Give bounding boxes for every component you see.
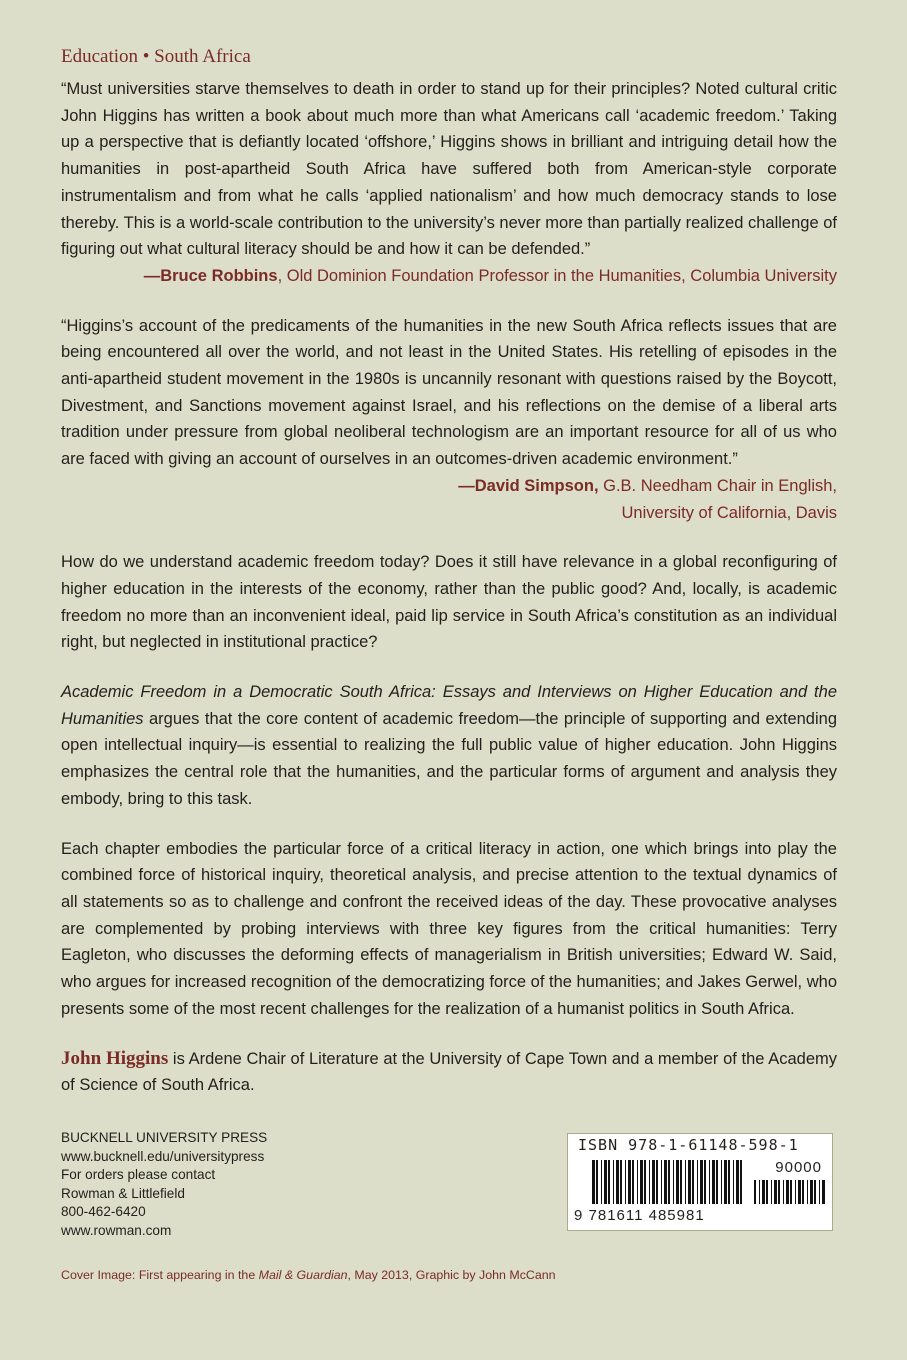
barcode-bar bbox=[728, 1160, 730, 1204]
publisher-name: BUCKNELL UNIVERSITY PRESS bbox=[61, 1129, 268, 1145]
barcode-bar bbox=[640, 1160, 643, 1204]
barcode-bar bbox=[596, 1160, 598, 1204]
blurb-robbins bbox=[61, 76, 837, 290]
barcode-bar bbox=[688, 1160, 691, 1204]
barcode-bar bbox=[592, 1160, 595, 1204]
category-label: Education • South Africa bbox=[61, 46, 251, 67]
barcode-bar bbox=[733, 1160, 734, 1204]
barcode-bar bbox=[712, 1160, 715, 1204]
barcode-bar bbox=[709, 1160, 710, 1204]
barcode-bar bbox=[716, 1160, 718, 1204]
barcode-bar bbox=[668, 1160, 670, 1204]
barcode-bar bbox=[601, 1160, 602, 1204]
description-paragraph-3: Each chapter embodies the particular force of a critical literacy in action, one which brings into play the combined force of historical inquiry, theoretical analysis, and precise attention to the textual dynamics of all statements so as to challenge and confront the received ideas of the day. These provocative analyses are complemented by probing interviews with three key figures from the critical humanities: Terry Eagleton, who discusses the deforming effects of managerialism in British universities; Edward W. Said, who argues for increased recognition of the democratizing force of the humanities; and Jakes Gerwel, who presents some of the most recent challenges for the realization of a humanist politics in South Africa. bbox=[61, 839, 837, 1018]
barcode-bar bbox=[608, 1160, 610, 1204]
paragraph-text: argues that the core content of academic freedom—the principle of supporting and extending open intellectual inquiry—is essential to realizing the full public value of higher education. John Higgins emphasizes the central role that the humanities, and the particular forms of argument and analysis they embody, bring to this task. bbox=[61, 709, 837, 808]
barcode-bar bbox=[786, 1180, 789, 1204]
quote-affiliation: G.B. Needham Chair in English, bbox=[598, 476, 837, 495]
quote-attribution bbox=[61, 473, 837, 526]
barcode-bar bbox=[798, 1180, 801, 1204]
barcode-bar bbox=[724, 1160, 727, 1204]
quote-author: —Bruce Robbins bbox=[143, 266, 278, 285]
barcode-bar bbox=[795, 1180, 796, 1204]
distributor-name: Rowman & Littlefield bbox=[61, 1185, 185, 1201]
orders-label: For orders please contact bbox=[61, 1167, 216, 1183]
barcode-bar bbox=[807, 1180, 808, 1204]
barcode-bar bbox=[822, 1180, 825, 1204]
barcode-bar bbox=[692, 1160, 694, 1204]
book-title: Academic Freedom in a Democratic South Africa: Essays and Interviews on Higher Education and the Humanities bbox=[61, 683, 837, 728]
barcode-bar bbox=[628, 1160, 631, 1204]
price-barcode-bars-icon bbox=[754, 1180, 826, 1204]
description-paragraph-2 bbox=[61, 679, 837, 813]
barcode-bar bbox=[685, 1160, 686, 1204]
barcode-bar bbox=[676, 1160, 679, 1204]
barcode-bar bbox=[673, 1160, 674, 1204]
barcode-bar bbox=[766, 1180, 768, 1204]
publisher-and-barcode bbox=[61, 1129, 837, 1241]
barcode-bar bbox=[814, 1180, 816, 1204]
publisher-url: www.bucknell.edu/universitypress bbox=[61, 1148, 265, 1164]
price-code: 90000 bbox=[775, 1158, 822, 1176]
barcode-bar bbox=[664, 1160, 667, 1204]
barcode-bar bbox=[616, 1160, 619, 1204]
barcode-bar bbox=[604, 1160, 607, 1204]
barcode-bar bbox=[810, 1180, 813, 1204]
barcode-bar bbox=[762, 1180, 765, 1204]
quote-affiliation-line2: University of California, Davis bbox=[621, 503, 837, 522]
barcode-bar bbox=[625, 1160, 626, 1204]
barcode-bar bbox=[778, 1180, 780, 1204]
isbn-number: ISBN 978-1-61148-598-1 bbox=[578, 1135, 799, 1154]
bio-text: is Ardene Chair of Literature at the University of Cape Town and a member of the Academy of Science of South Africa. bbox=[61, 1049, 837, 1095]
quote-author: —David Simpson, bbox=[458, 476, 599, 495]
barcode-bar bbox=[802, 1180, 804, 1204]
quote-text: “Must universities starve themselves to death in order to stand up for their principles? Noted cultural critic John Higgins has written a book about much more than what Americans call ‘academic freedom.’ Taking up a perspective that is defiantly located ‘offshore,’ Higgins shows in brilliant and intriguing detail how the humanities in post-apartheid South Africa have suffered both from American-style corporate instrumentalism and from what he calls ‘applied nationalism’ and how much democracy stands to lose thereby. This is a world-scale contribution to the university’s never more than partially realized challenge of figuring out what cultural literacy should be and how it can be defended.” bbox=[61, 80, 837, 259]
barcode-bar bbox=[771, 1180, 772, 1204]
barcode-bar bbox=[819, 1180, 820, 1204]
credit-publication: Mail & Guardian bbox=[258, 1268, 348, 1283]
barcode-bar bbox=[649, 1160, 650, 1204]
barcode-bar bbox=[774, 1180, 777, 1204]
publisher-info bbox=[61, 1129, 267, 1241]
description-paragraph-1: How do we understand academic freedom today? Does it still have relevance in a global reconfiguring of higher education in the interests of the economy, rather than the public good? And, locally, is academic freedom no more than an inconvenient ideal, paid lip service in South Africa’s constitution as an individual right, but neglected in institutional practice? bbox=[61, 553, 837, 652]
barcode-bar bbox=[790, 1180, 792, 1204]
barcode-bar bbox=[721, 1160, 722, 1204]
barcode-bar bbox=[783, 1180, 784, 1204]
barcode-bar bbox=[637, 1160, 638, 1204]
barcode-bar bbox=[740, 1160, 742, 1204]
barcode-bar bbox=[700, 1160, 703, 1204]
author-name: John Higgins bbox=[61, 1047, 169, 1069]
barcode-bar bbox=[759, 1180, 760, 1204]
barcode-bar bbox=[754, 1180, 756, 1204]
barcode-bar bbox=[680, 1160, 682, 1204]
credit-suffix: , May 2013, Graphic by John McCann bbox=[347, 1268, 556, 1283]
quote-text: “Higgins’s account of the predicaments of the humanities in the new South Africa reflects issues that are being encountered all over the world, and not least in the United States. His retelling of episodes in the anti-apartheid student movement in the 1980s is uncannily resonant with questions raised by the Boycott, Divestment, and Sanctions movement against Israel, and his reflections on the demise of a liberal arts tradition under pressure from global neoliberal technologism are an important resource for all of us who are faced with giving an account of ourselves in an outcomes-driven academic environment.” bbox=[61, 316, 837, 469]
barcode-bar bbox=[704, 1160, 706, 1204]
author-bio bbox=[61, 1046, 837, 1099]
isbn-barcode bbox=[567, 1133, 833, 1231]
barcode-bar bbox=[644, 1160, 646, 1204]
barcode-bar bbox=[736, 1160, 739, 1204]
quote-attribution bbox=[61, 263, 837, 290]
ean-number: 9 781611 485981 bbox=[574, 1206, 705, 1224]
barcode-bar bbox=[656, 1160, 658, 1204]
barcode-bar bbox=[652, 1160, 655, 1204]
barcode-bar bbox=[613, 1160, 614, 1204]
barcode-bar bbox=[632, 1160, 634, 1204]
quote-affiliation: , Old Dominion Foundation Professor in the Humanities, Columbia University bbox=[277, 266, 837, 285]
barcode-bar bbox=[697, 1160, 698, 1204]
barcode-bar bbox=[620, 1160, 622, 1204]
distributor-phone: 800-462-6420 bbox=[61, 1204, 146, 1220]
back-cover bbox=[61, 0, 837, 1312]
barcode-bars-icon bbox=[592, 1160, 744, 1204]
distributor-url: www.rowman.com bbox=[61, 1222, 172, 1238]
blurb-simpson bbox=[61, 313, 837, 527]
cover-image-credit bbox=[61, 1268, 837, 1282]
barcode-bar bbox=[661, 1160, 662, 1204]
credit-prefix: Cover Image: First appearing in the bbox=[61, 1268, 259, 1283]
